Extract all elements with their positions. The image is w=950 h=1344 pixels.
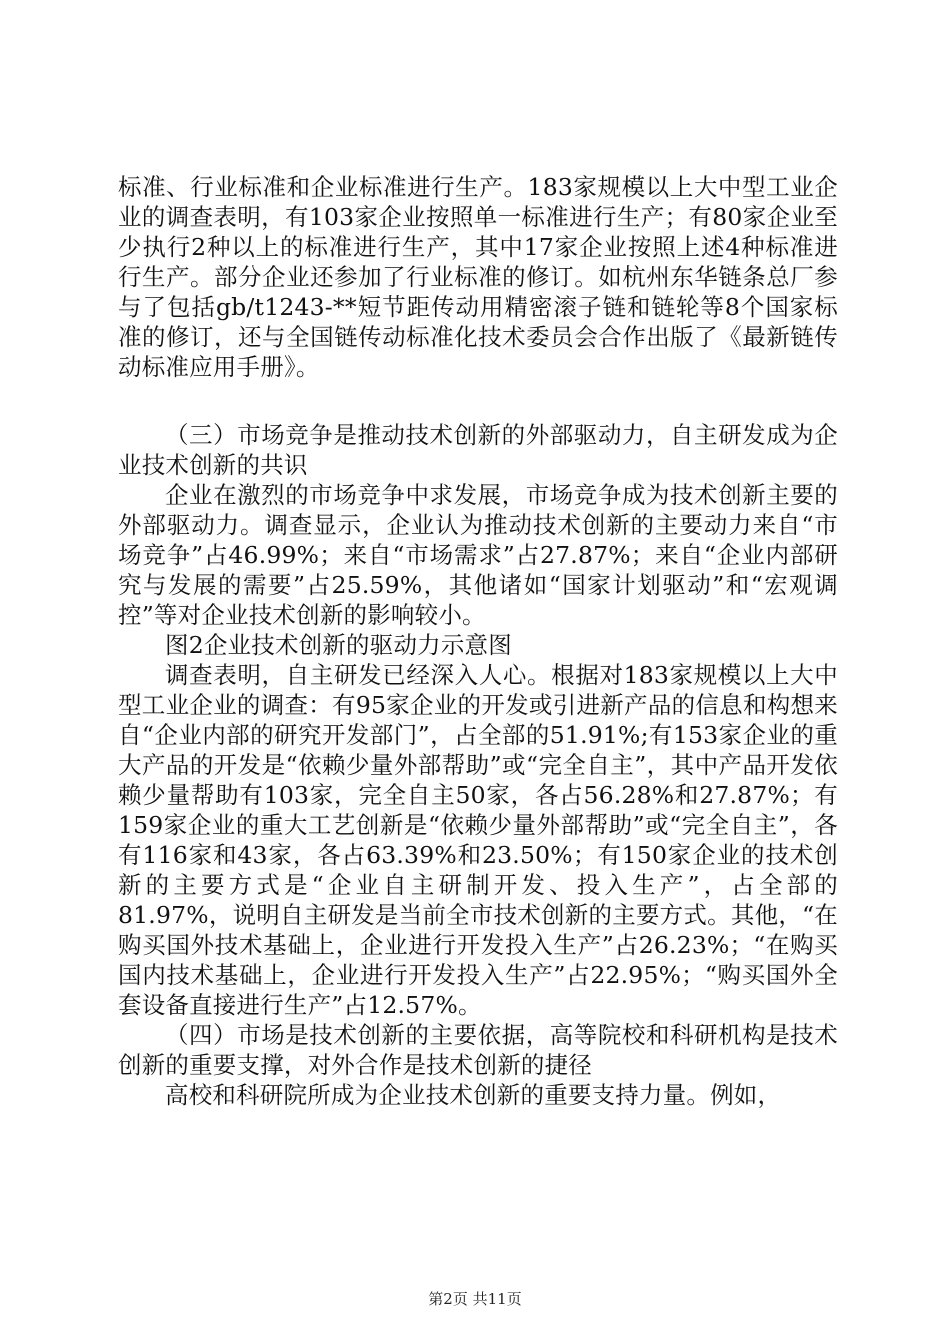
paragraph-universities: 高校和科研院所成为企业技术创新的重要支持力量。例如， <box>165 1081 782 1109</box>
paragraph-standards: 标准、行业标准和企业标准进行生产。183家规模以上大中型工业企业的调查表明，有103家企业按照单一标准进行生产；有80家企业至少执行2种以上的标准进行生产，其中17家企业按照上述4种标准进行生产。部分企业还参加了行业标准的修订。如杭州东华链条总厂参与了包括gb/t1243-**短节距传动用精密滚子链和链轮等8个国家标准的修订，还与全国链传动标准化技术委员会合作出版了《最新链传动标准应用手册》。 <box>118 173 838 381</box>
page-footer: 第2页 共11页 <box>428 1290 522 1308</box>
document-body <box>118 172 838 1110</box>
paragraph-market-competition: 企业在激烈的市场竞争中求发展，市场竞争成为技术创新主要的外部驱动力。调查显示，企业认为推动技术创新的主要动力来自“市场竞争”占46.99%；来自“市场需求”占27.87%；来自“企业内部研究与发展的需要”占25.59%，其他诸如“国家计划驱动”和“宏观调控”等对企业技术创新的影响较小。 <box>118 481 838 629</box>
section-heading-4: （四）市场是技术创新的主要依据，高等院校和科研机构是技术创新的重要支撑，对外合作是技术创新的捷径 <box>118 1021 838 1079</box>
paragraph-independent-rd: 调查表明，自主研发已经深入人心。根据对183家规模以上大中型工业企业的调查：有95家企业的开发或引进新产品的信息和构想来自“企业内部的研究开发部门”，占全部的51.91%;有153家企业的重大产品的开发是“依赖少量外部帮助”或“完全自主”，其中产品开发依赖少量帮助有103家，完全自主50家，各占56.28%和27.87%；有159家企业的重大工艺创新是“依赖少量外部帮助”或“完全自主”，各有116家和43家，各占63.39%和23.50%；有150家企业的技术创新的主要方式是“企业自主研制开发、投入生产”，占全部的81.97%，说明自主研发是当前全市技术创新的主要方式。其他，“在购买国外技术基础上，企业进行开发投入生产”占26.23%；“在购买国内技术基础上，企业进行开发投入生产”占22.95%；“购买国外全套设备直接进行生产”占12.57%。 <box>118 661 838 1019</box>
section-heading-3: （三）市场竞争是推动技术创新的外部驱动力，自主研发成为企业技术创新的共识 <box>118 421 838 479</box>
figure-caption: 图2企业技术创新的驱动力示意图 <box>165 631 512 659</box>
